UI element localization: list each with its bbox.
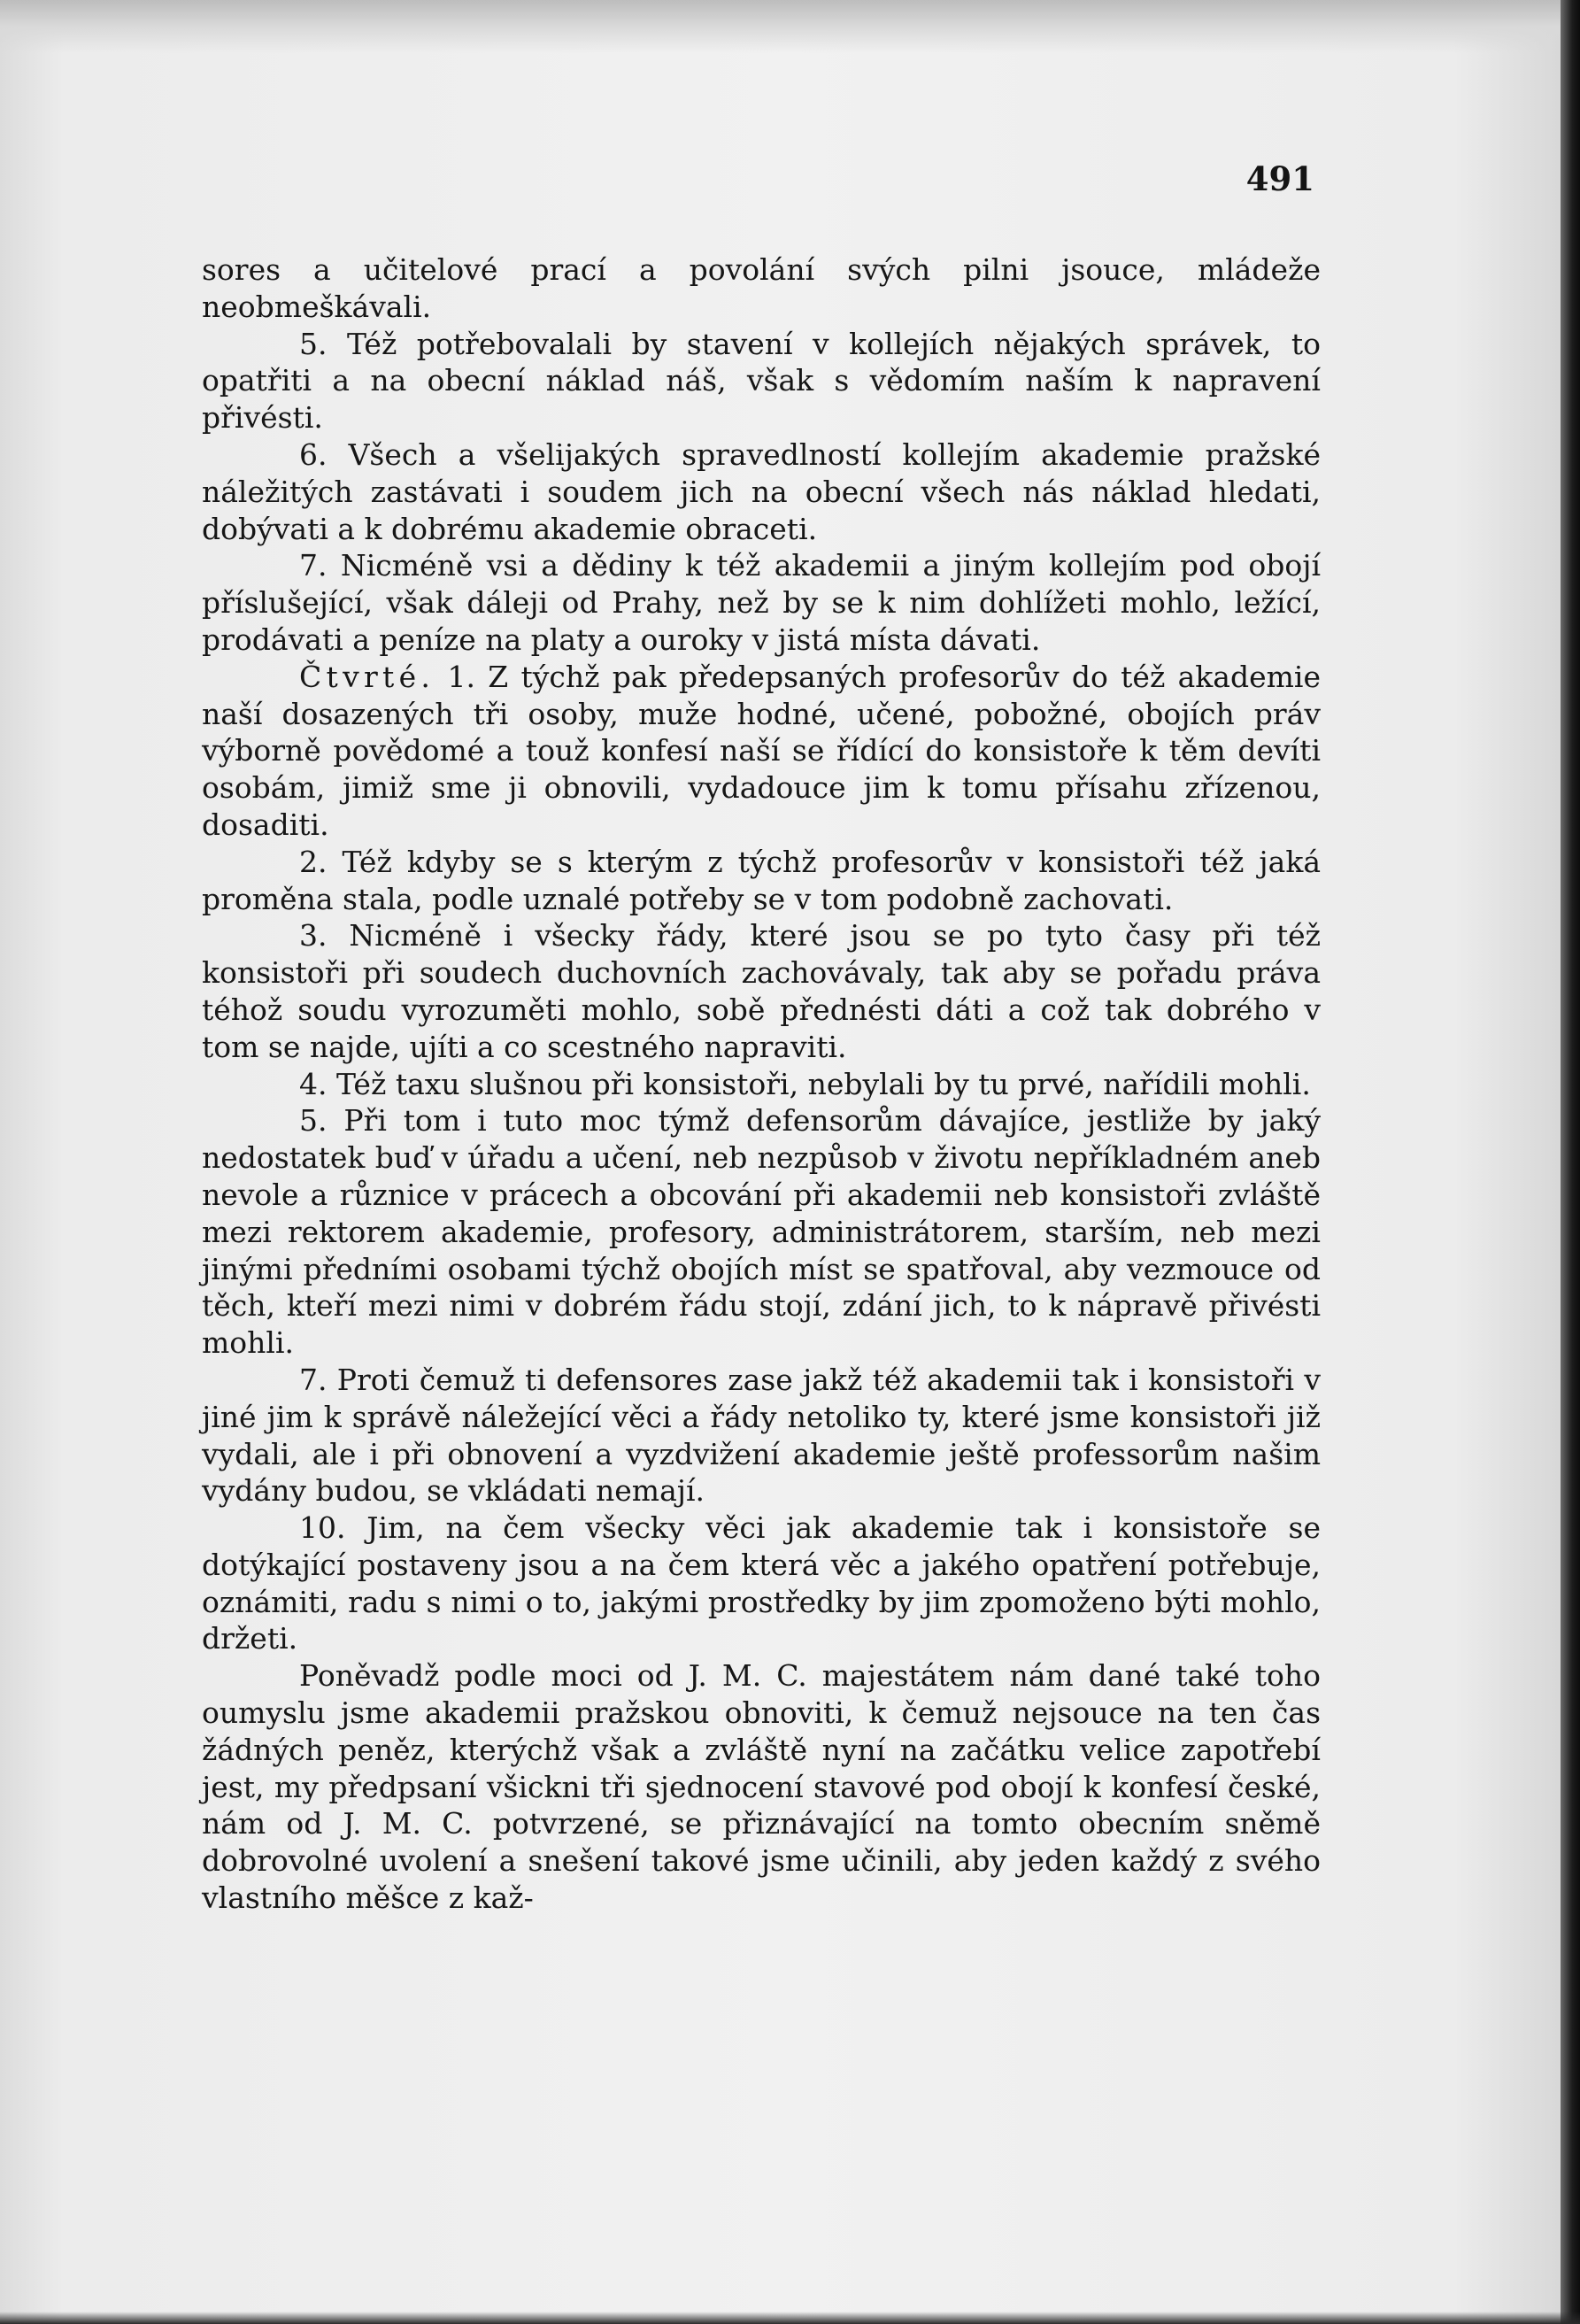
paragraph-continuation: sores a učitelové prací a povolání svých pilni jsouce, mládeže neobmeškávali. xyxy=(202,252,1321,324)
section-item-text: Z týchž pak předepsaných profesorův do též akademie naší dosazených tři osoby, muže hodné, učené, pobožné, obojích práv výborně povědomé a touž konfesí naší se řídící do konsistoře k těm devíti osobám, jimiž sme ji obnovili, vydadouce jim k tomu přísahu zřízenou, dosaditi. xyxy=(202,659,1321,842)
section-heading: Čtvrté. xyxy=(299,659,435,694)
scan-top-shadow xyxy=(0,0,1580,53)
body-text xyxy=(202,251,1321,1917)
paragraph-item-10: 10. Jim, na čem všecky věci jak akademie tak i konsistoře se dotýkající postaveny jsou a na čem která věc a jakého opatření potřebuje, oznámiti, radu s nimi o to, jakými prostředky by jim zpomoženo býti mohlo, držeti. xyxy=(202,1510,1321,1656)
section-item-number: 1. xyxy=(447,659,475,694)
paragraph-section-ctvrte xyxy=(202,659,1321,844)
scan-right-edge xyxy=(1561,0,1580,2324)
paragraph-item-7: 7. Nicméně vsi a dědiny k též akademii a jiným kollejím pod obojí příslušející, však dáleji od Prahy, než by se k nim dohlížeti mohlo, ležící, prodávati a peníze na platy a ouroky v jistá místa dávati. xyxy=(202,548,1321,657)
page-number: 491 xyxy=(1245,159,1314,198)
paragraph-item-5: 5. Též potřebovalali by stavení v kollejích nějakých správek, to opatřiti a na obecní náklad náš, však s vědomím naším k napravení přivésti. xyxy=(202,326,1321,436)
paragraph-item-2: 2. Též kdyby se s kterým z týchž profesorův v konsistoři též jaká proměna stala, podle uznalé potřeby se v tom podobně zachovati. xyxy=(202,844,1321,916)
scan-bottom-edge xyxy=(0,2312,1580,2324)
paragraph-item-6: 6. Všech a všelijakých spravedlností kollejím akademie pražské náležitých zastávati i soudem jich na obecní všech nás náklad hledati, dobývati a k dobrému akademie obraceti. xyxy=(202,436,1321,546)
paragraph-item-5b: 5. Při tom i tuto moc týmž defensorům dávajíce, jestliže by jaký nedostatek buď v úřadu a učení, neb nezpůsob v životu nepříkladném aneb nevole a různice v prácech a obcování při akademii neb konsistoři zvláště mezi rektorem akademie, profesory, administrátorem, starším, neb mezi jinými předními osobami týchž obojích míst se spatřoval, aby vezmouce od těch, kteří mezi nimi v dobrém řádu stojí, zdání jich, to k nápravě přivésti mohli. xyxy=(202,1103,1321,1361)
paragraph-item-3: 3. Nicméně i všecky řády, které jsou se po tyto časy při též konsistoři při soudech duchovních zachovávaly, tak aby se pořadu práva téhož soudu vyrozuměti mohlo, sobě přednésti dáti a což tak dobrého v tom se najde, ujíti a co scestného napraviti. xyxy=(202,918,1321,1064)
paragraph-ponevadz: Poněvadž podle moci od J. M. C. majestátem nám dané také toho oumyslu jsme akademii pražskou obnoviti, k čemuž nejsouce na ten čas žádných peněz, kterýchž však a zvláště nyní na začátku velice zapotřebí jest, my předpsaní všickni tři sjednocení stavové pod obojí k konfesí české, nám od J. M. C. potvrzené, se přiznávající na tomto obecním sněmě dobrovolné uvolení a snešení takové jsme učinili, aby jeden každý z svého vlastního měšce z kaž- xyxy=(202,1658,1321,1916)
paragraph-item-4: 4. Též taxu slušnou při konsistoři, nebylali by tu prvé, nařídili mohli. xyxy=(299,1066,1311,1101)
paragraph-item-7b: 7. Proti čemuž ti defensores zase jakž též akademii tak i konsistoři v jiné jim k správě náležející věci a řády netoliko ty, které jsme konsistoři již vydali, ale i při obnovení a vyzdvižení akademie ještě professorům našim vydány budou, se vkládati nemají. xyxy=(202,1362,1321,1509)
